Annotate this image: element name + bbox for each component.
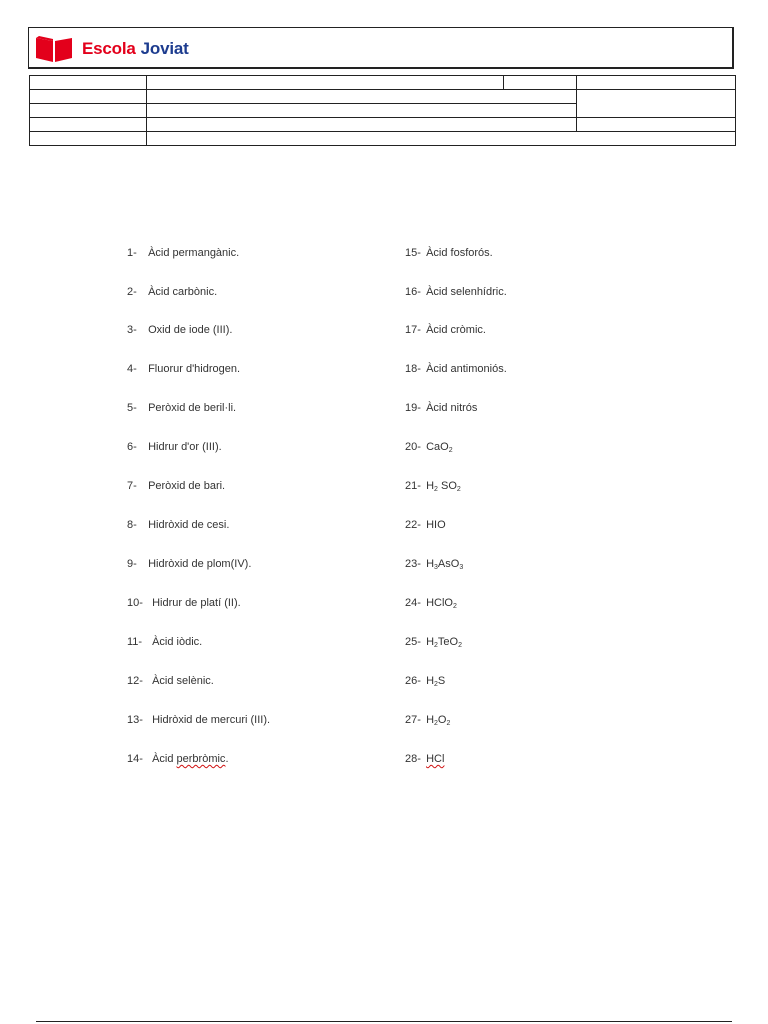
info-value-cell[interactable] (147, 118, 577, 132)
exercise-number: 5- (127, 402, 137, 414)
exercise-text: Àcid iòdic. (152, 636, 203, 648)
exercise-number: 23- (405, 558, 421, 570)
exercise-item (405, 557, 463, 575)
info-value-cell[interactable] (147, 76, 504, 90)
exercise-text: Àcid antimoniós. (426, 363, 507, 375)
document-header (28, 27, 734, 69)
exercise-number: 24- (405, 597, 421, 609)
exercise-item (127, 246, 239, 260)
spellcheck-flagged-word: perbròmic (176, 753, 226, 765)
info-value-cell[interactable] (147, 132, 736, 146)
exercise-number: 4- (127, 363, 137, 375)
info-label-cell (30, 104, 147, 118)
exercise-item (405, 323, 486, 337)
formula: $H_2TeO_2$ (426, 636, 463, 649)
exercise-text: Oxid de iode (III). (148, 324, 233, 336)
exercise-item (405, 518, 446, 532)
exercise-text: Hidròxid de mercuri (III). (152, 714, 271, 726)
exercise-number: 26- (405, 675, 421, 687)
info-value-cell[interactable] (147, 90, 577, 104)
exercise-item (127, 401, 236, 415)
exercise-text-start: Àcid (152, 753, 177, 765)
exercise-number: 15- (405, 247, 421, 259)
exercise-number: 28- (405, 753, 421, 765)
info-label-cell (504, 76, 577, 90)
exercise-number: 9- (127, 558, 137, 570)
school-name-part2: Joviat (140, 39, 189, 58)
exercise-item (405, 246, 493, 260)
exercise-item (127, 713, 270, 727)
exercise-item (405, 674, 445, 692)
school-logo (35, 34, 189, 64)
exercise-number: 25- (405, 636, 421, 648)
exercise-number: 27- (405, 714, 421, 726)
exercise-number: 2- (127, 286, 137, 298)
exercise-text: Àcid selènic. (152, 675, 214, 687)
exercise-text: Hidròxid de cesi. (148, 519, 230, 531)
school-name-part1: Escola (82, 39, 136, 58)
exercise-number: 13- (127, 714, 143, 726)
exercise-item (127, 440, 222, 454)
exercise-text: Peròxid de bari. (148, 480, 226, 492)
exercise-item (127, 635, 202, 649)
formula: CaO$_2$ (426, 441, 453, 454)
exercise-item (405, 713, 450, 731)
exercise-number: 10- (127, 597, 143, 609)
exercise-text: Àcid permangànic. (148, 247, 240, 259)
exercise-number: 12- (127, 675, 143, 687)
info-label-cell (30, 76, 147, 90)
exercise-text: Hidrur d'or (III). (148, 441, 222, 453)
footer-divider (36, 1021, 732, 1022)
info-value-cell[interactable] (147, 104, 577, 118)
school-name (82, 39, 189, 59)
exercise-text: Hidrur de platí (II). (152, 597, 241, 609)
info-value-cell[interactable] (577, 118, 736, 132)
exercise-text: Àcid carbònic. (148, 286, 218, 298)
exercise-item (405, 752, 444, 766)
info-label-cell (30, 118, 147, 132)
exercise-item (405, 401, 477, 415)
exercise-number: 21- (405, 480, 421, 492)
exercise-number: 19- (405, 402, 421, 414)
exercise-number: 11- (127, 636, 143, 648)
exercise-item (127, 596, 241, 610)
exercise-number: 20- (405, 441, 421, 453)
info-value-cell[interactable] (577, 76, 736, 90)
exercise-item (405, 635, 462, 653)
exercise-text: Àcid fosforós. (426, 247, 493, 259)
exercise-number: 1- (127, 247, 137, 259)
exercise-number: 16- (405, 286, 421, 298)
formula: $H_2$ $SO_2$ (426, 480, 461, 493)
exercise-number: 17- (405, 324, 421, 336)
exercise-text: Fluorur d'hidrogen. (148, 363, 241, 375)
exercise-item (405, 440, 453, 458)
exercise-text: Àcid selenhídric. (426, 286, 507, 298)
exercise-text: Àcid cròmic. (426, 324, 486, 336)
spellcheck-flagged-formula: HCl (426, 753, 445, 765)
info-label-cell (30, 132, 147, 146)
exercise-item (405, 285, 507, 299)
exercise-number: 22- (405, 519, 421, 531)
exercise-number: 6- (127, 441, 137, 453)
exercise-item (127, 674, 214, 688)
exercise-item (127, 518, 229, 532)
exercise-number: 7- (127, 480, 137, 492)
info-row (30, 76, 736, 90)
exercise-item (127, 323, 232, 337)
formula: HClO$_2$ (426, 597, 457, 610)
exercise-item (405, 596, 457, 614)
exercise-number: 3- (127, 324, 137, 336)
formula: $H_2O_2$ (426, 714, 451, 727)
exercise-item (127, 752, 229, 766)
exercise-text-end: . (225, 753, 229, 765)
info-row (30, 118, 736, 132)
exercise-number: 14- (127, 753, 143, 765)
exercise-number: 18- (405, 363, 421, 375)
exercise-item (127, 479, 225, 493)
formula: HIO (426, 519, 446, 531)
exercise-item (127, 557, 251, 571)
student-info-table (29, 75, 736, 146)
exercise-number: 8- (127, 519, 137, 531)
open-book-icon (35, 35, 73, 63)
exercise-item (127, 362, 240, 376)
exercise-item (127, 285, 217, 299)
exercise-text: Àcid nitrós (426, 402, 478, 414)
exercise-text: Hidròxid de plom(IV). (148, 558, 252, 570)
exercise-item (405, 362, 507, 376)
exercise-text: Peròxid de beril·li. (148, 402, 237, 414)
formula: $H_2S$ (426, 675, 446, 688)
exercise-item (405, 479, 461, 497)
info-row (30, 132, 736, 146)
formula: $H_3AsO_3$ (426, 558, 464, 571)
info-label-cell (30, 90, 147, 104)
info-value-cell[interactable] (577, 90, 736, 118)
info-row (30, 90, 736, 104)
